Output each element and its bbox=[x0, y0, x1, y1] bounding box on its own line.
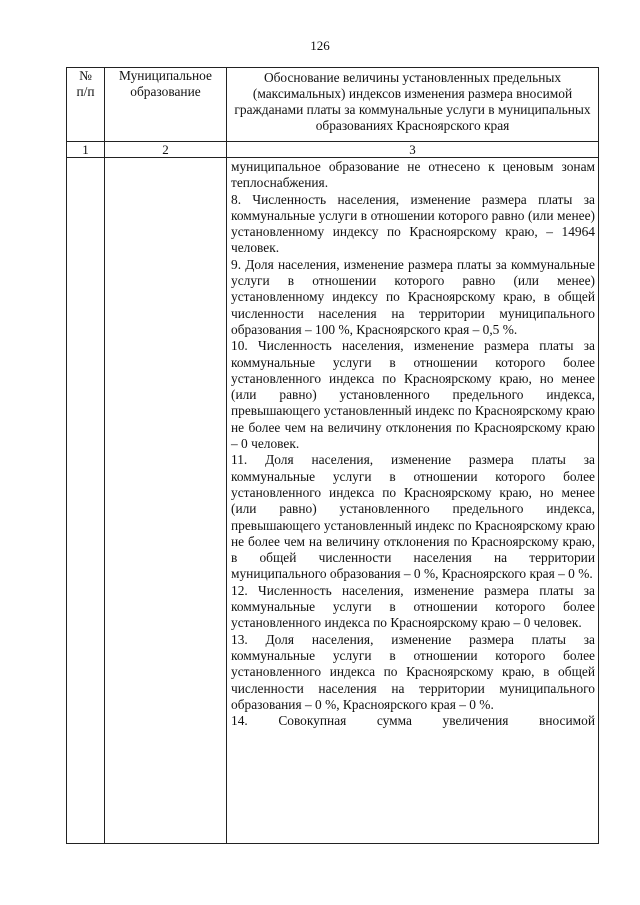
paragraph-item-12: 12. Численность населения, изменение размера платы за коммунальные услуги в отношении которого более установленного индекса по Красноярскому краю – 0 человек. bbox=[231, 582, 595, 631]
page-number: 126 bbox=[310, 38, 330, 53]
header-justification: Обоснование величины установленных предельных (максимальных) индексов изменения размера вносимой гражданами платы за коммунальные услуги в муниципальных образованиях Красноярского края bbox=[227, 68, 599, 142]
table-row bbox=[67, 158, 599, 844]
header-municipality: Муниципальное образование bbox=[105, 68, 227, 142]
header-row-number: № п/п bbox=[67, 68, 105, 142]
paragraph-item-13: 13. Доля населения, изменение размера платы за коммунальные услуги в отношении которого более установленного индекса по Красноярскому краю, в общей численности населения на территории муниципального образования – 0 %, Красноярского края – 0 %. bbox=[231, 631, 595, 712]
column-number-3: 3 bbox=[227, 142, 599, 158]
column-number-2: 2 bbox=[105, 142, 227, 158]
column-number-1: 1 bbox=[67, 142, 105, 158]
paragraph-continuation: муниципальное образование не отнесено к ценовым зонам теплоснабжения. bbox=[231, 159, 595, 191]
justification-cell bbox=[227, 158, 599, 844]
row-number-cell bbox=[67, 158, 105, 844]
column-number-row bbox=[67, 142, 599, 158]
table-header-row bbox=[67, 68, 599, 142]
paragraph-item-14: 14. Совокупная сумма увеличения вносимой bbox=[231, 713, 595, 729]
paragraph-item-8: 8. Численность населения, изменение размера платы за коммунальные услуги в отношении которого равно (или менее) установленному индексу по Красноярскому краю, – 14964 человек. bbox=[231, 191, 595, 256]
justification-table bbox=[66, 67, 599, 844]
paragraph-item-11: 11. Доля населения, изменение размера платы за коммунальные услуги в отношении которого более установленного индекса по Красноярскому краю, но менее (или равно) установленного предельного индекса, превышающего установленный индекс по Красноярскому краю не более чем на величину отклонения по Красноярскому краю, в общей численности населения на территории муниципального образования – 0 %, Красноярского края – 0 %. bbox=[231, 452, 595, 582]
municipality-cell bbox=[105, 158, 227, 844]
paragraph-item-10: 10. Численность населения, изменение размера платы за коммунальные услуги в отношении которого более установленного индекса по Красноярскому краю, но менее (или равно) установленного предельного индекса, превышающего установленный индекс по Красноярскому краю не более чем на величину отклонения по Красноярскому краю – 0 человек. bbox=[231, 338, 595, 452]
paragraph-item-9: 9. Доля населения, изменение размера платы за коммунальные услуги в отношении которого равно (или менее) установленному индексу по Красноярскому краю, в общей численности населения на территории муниципального образования – 100 %, Красноярского края – 0,5 %. bbox=[231, 256, 595, 337]
